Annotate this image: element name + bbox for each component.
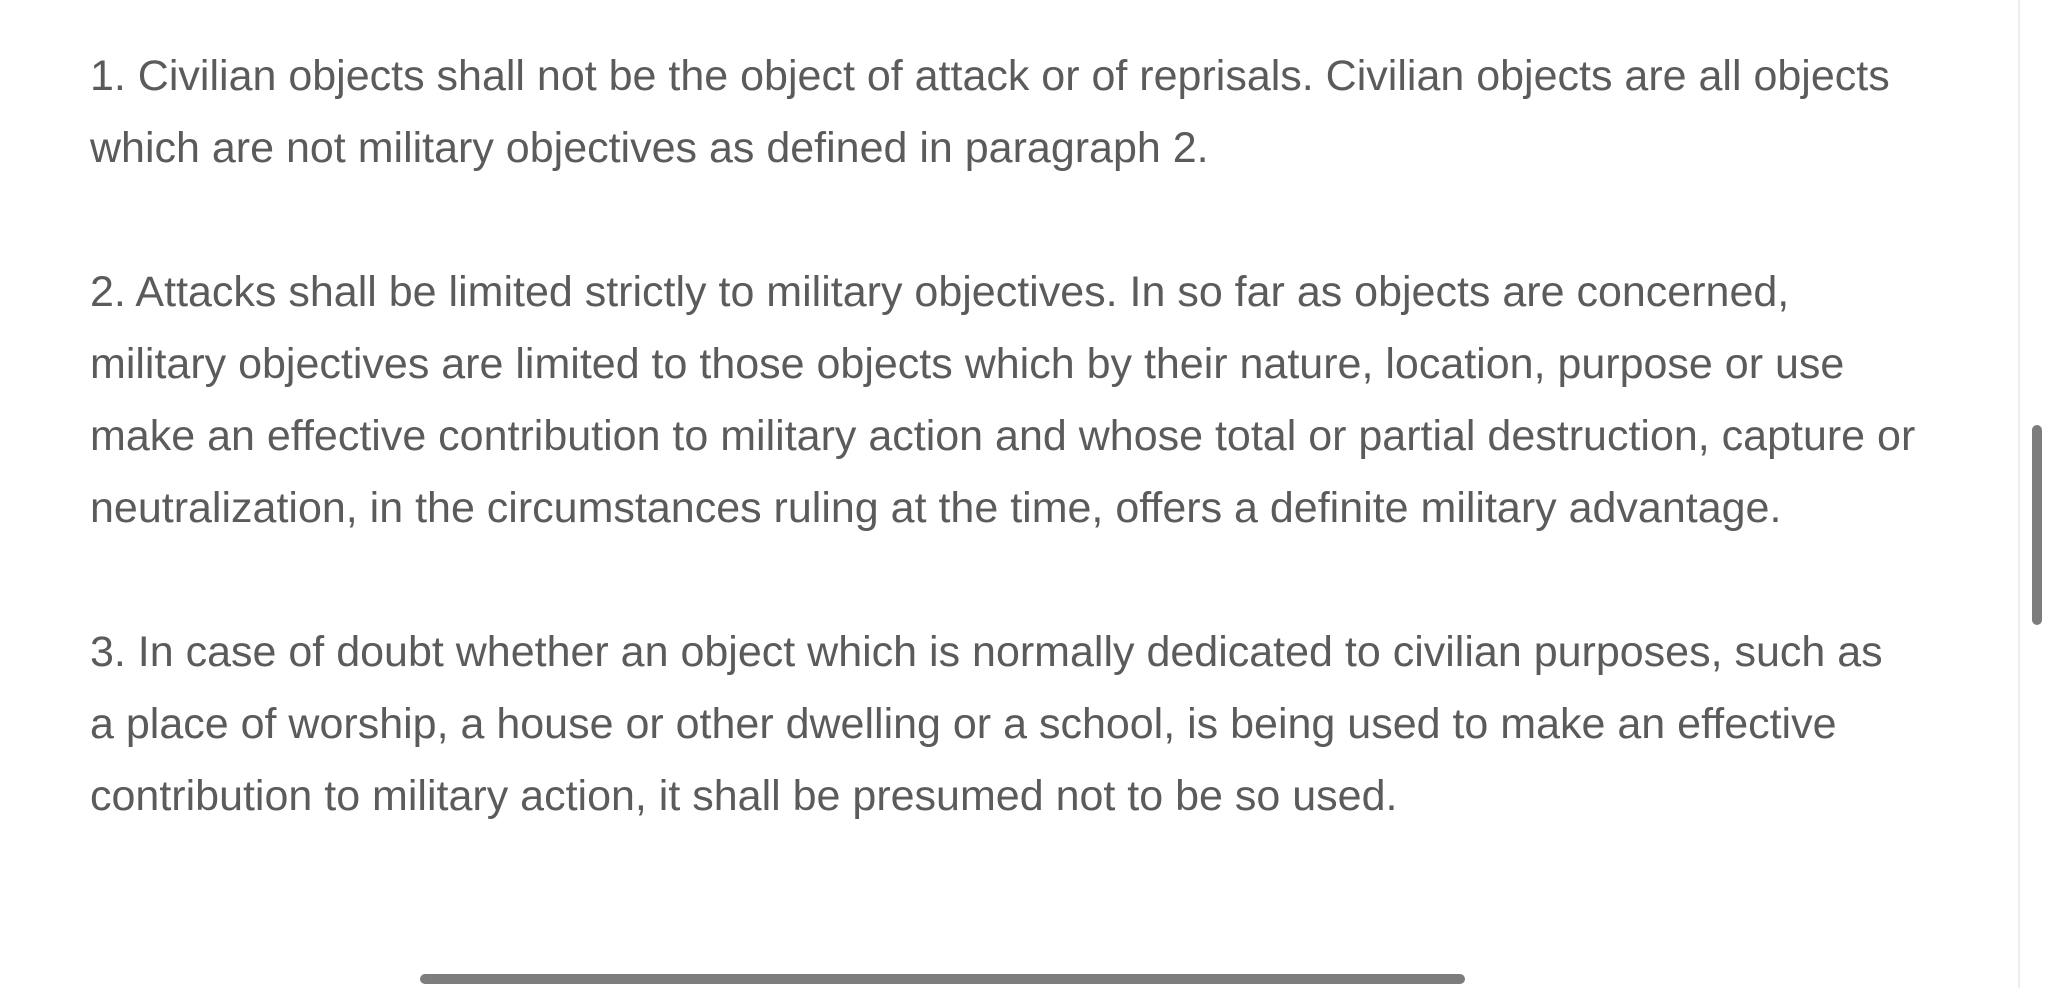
paragraph-line: 2. Attacks shall be limited strictly to military objectives. In so far as objects are concerned, — [90, 268, 1790, 316]
paragraph-2 — [90, 256, 2030, 544]
paragraph-line: 1. Civilian objects shall not be the object of attack or of reprisals. Civilian objects are all objects — [90, 52, 1890, 100]
paragraph-1 — [90, 40, 2030, 184]
vertical-scrollbar-track[interactable] — [2018, 0, 2048, 988]
vertical-scrollbar-thumb[interactable] — [2032, 425, 2042, 625]
horizontal-scrollbar-thumb[interactable] — [420, 974, 1465, 984]
paragraph-line: military objectives are limited to those objects which by their nature, location, purpose or use — [90, 340, 1845, 388]
paragraph-line: a place of worship, a house or other dwelling or a school, is being used to make an effective — [90, 700, 1837, 748]
paragraph-line: contribution to military action, it shall be presumed not to be so used. — [90, 772, 1398, 820]
paragraph-line: 3. In case of doubt whether an object which is normally dedicated to civilian purposes, such as — [90, 628, 1883, 676]
paragraph-line: neutralization, in the circumstances ruling at the time, offers a definite military advantage. — [90, 484, 1782, 532]
paragraph-line: make an effective contribution to military action and whose total or partial destruction, capture or — [90, 412, 1916, 460]
article-body — [90, 40, 2030, 904]
paragraph-line: which are not military objectives as defined in paragraph 2. — [90, 124, 1209, 172]
paragraph-3 — [90, 616, 2030, 832]
